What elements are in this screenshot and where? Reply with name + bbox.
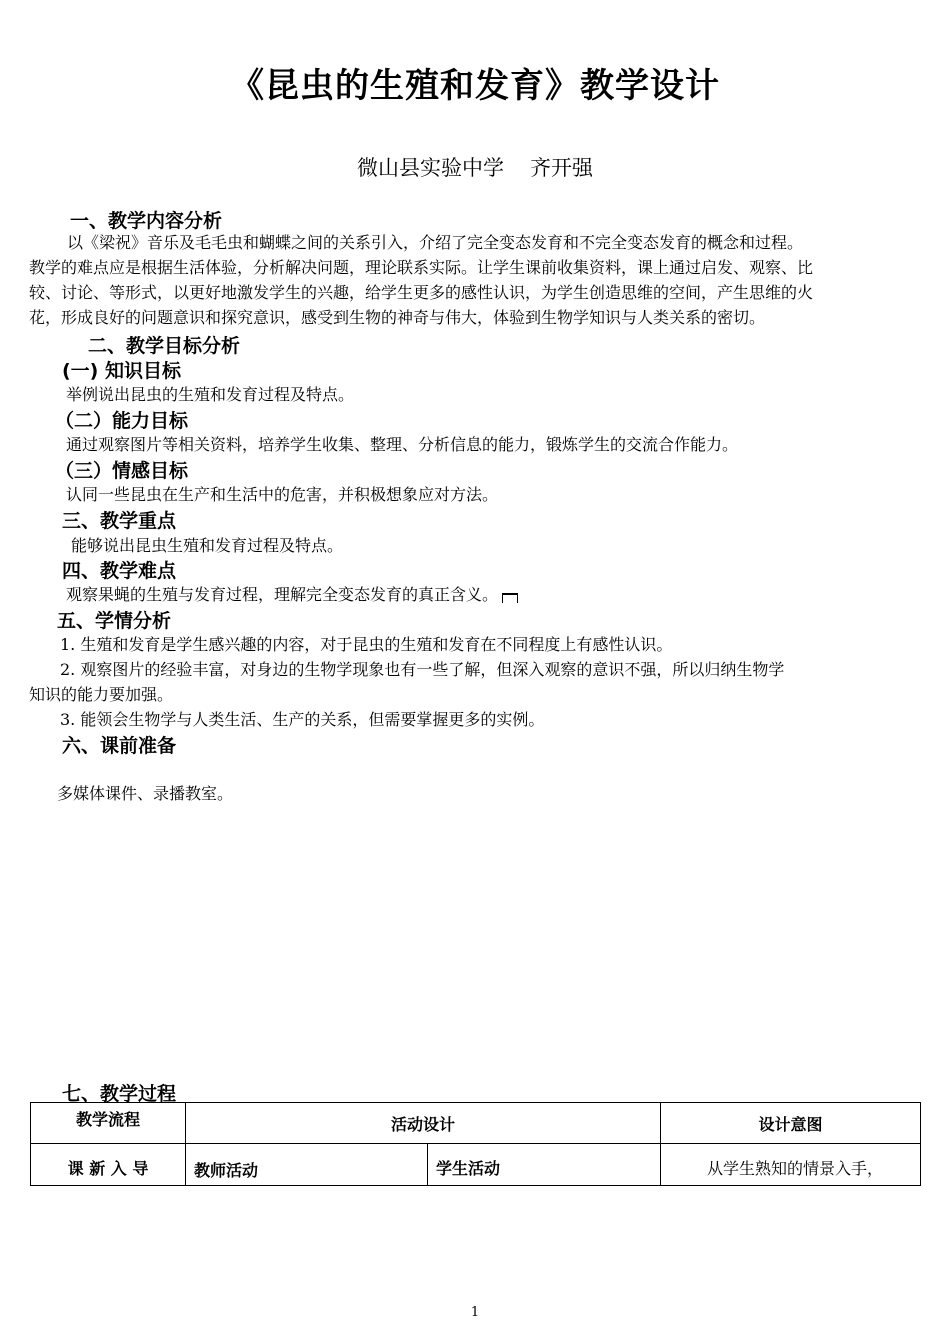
student-analysis-item: 2. 观察图片的经验丰富，对身边的生物学现象也有一些了解，但深入观察的意识不强，所以归纳生物学 [60, 660, 785, 679]
table-row [31, 1144, 921, 1186]
paragraph-line: 教学的难点应是根据生活体验，分析解决问题，理论联系实际。让学生课前收集资料，课上通过启发、观察、比 [29, 258, 814, 277]
difficulties-text: 观察果蝇的生殖与发育过程，理解完全变态发育的真正含义。 [66, 585, 499, 604]
return-mark-icon [502, 593, 518, 603]
author-name: 齐开强 [530, 156, 593, 180]
student-activity-cell: 学生活动 [428, 1144, 661, 1186]
subheading-knowledge: (一) 知识目标 [62, 360, 181, 382]
page-title: 《昆虫的生殖和发育》教学设计 [230, 66, 720, 106]
teacher-activity-cell: 教师活动 [186, 1144, 428, 1186]
header-cell-activity: 活动设计 [186, 1103, 661, 1144]
author-line [0, 152, 950, 182]
section-heading-preparation: 六、课前准备 [62, 735, 177, 757]
section-heading-difficulties: 四、教学难点 [62, 560, 177, 582]
section-heading-objectives: 二、教学目标分析 [88, 335, 241, 357]
difficulties-line [66, 582, 518, 605]
page-number: 1 [470, 1305, 480, 1320]
section-heading-student-analysis: 五、学情分析 [57, 610, 172, 632]
header-cell-intent: 设计意图 [661, 1103, 921, 1144]
intent-cell: 从学生熟知的情景入手， [661, 1144, 921, 1186]
table-header-row [31, 1103, 921, 1144]
content-analysis-paragraph [29, 230, 929, 330]
section-heading-content-analysis: 一、教学内容分析 [70, 210, 223, 232]
teaching-process-table [30, 1102, 921, 1186]
student-analysis-item-continued: 知识的能力要加强。 [29, 685, 174, 704]
paragraph-line: 花，形成良好的问题意识和探究意识，感受到生物的神奇与伟大，体验到生物学知识与人类关系的密切。 [29, 308, 766, 327]
ability-objective-text: 通过观察图片等相关资料，培养学生收集、整理、分析信息的能力，锻炼学生的交流合作能力。 [66, 435, 739, 454]
student-analysis-item: 1. 生殖和发育是学生感兴趣的内容，对于昆虫的生殖和发育在不同程度上有感性认识。 [60, 635, 673, 654]
author-school: 微山县实验中学 [357, 156, 504, 180]
preparation-text: 多媒体课件、录播教室。 [57, 784, 234, 803]
section-heading-key-points: 三、教学重点 [62, 510, 177, 532]
header-cell-flow: 教学流程 [31, 1103, 186, 1144]
flow-cell: 课 新 入 导 [31, 1144, 186, 1186]
paragraph-line: 以《梁祝》音乐及毛毛虫和蝴蝶之间的关系引入，介绍了完全变态发育和不完全变态发育的概念和过程。 [67, 233, 804, 252]
subheading-emotion: （三）情感目标 [55, 460, 189, 482]
section-heading-process: 七、教学过程 [62, 1083, 177, 1105]
subheading-ability: （二）能力目标 [55, 410, 189, 432]
paragraph-line: 较、讨论、等形式，以更好地激发学生的兴趣，给学生更多的感性认识，为学生创造思维的空间，产生思维的火 [29, 283, 814, 302]
student-analysis-item: 3. 能领会生物学与人类生活、生产的关系，但需要掌握更多的实例。 [60, 710, 545, 729]
emotion-objective-text: 认同一些昆虫在生产和生活中的危害，并积极想象应对方法。 [66, 485, 499, 504]
knowledge-objective-text: 举例说出昆虫的生殖和发育过程及特点。 [66, 385, 355, 404]
key-points-text: 能够说出昆虫生殖和发育过程及特点。 [71, 536, 344, 555]
